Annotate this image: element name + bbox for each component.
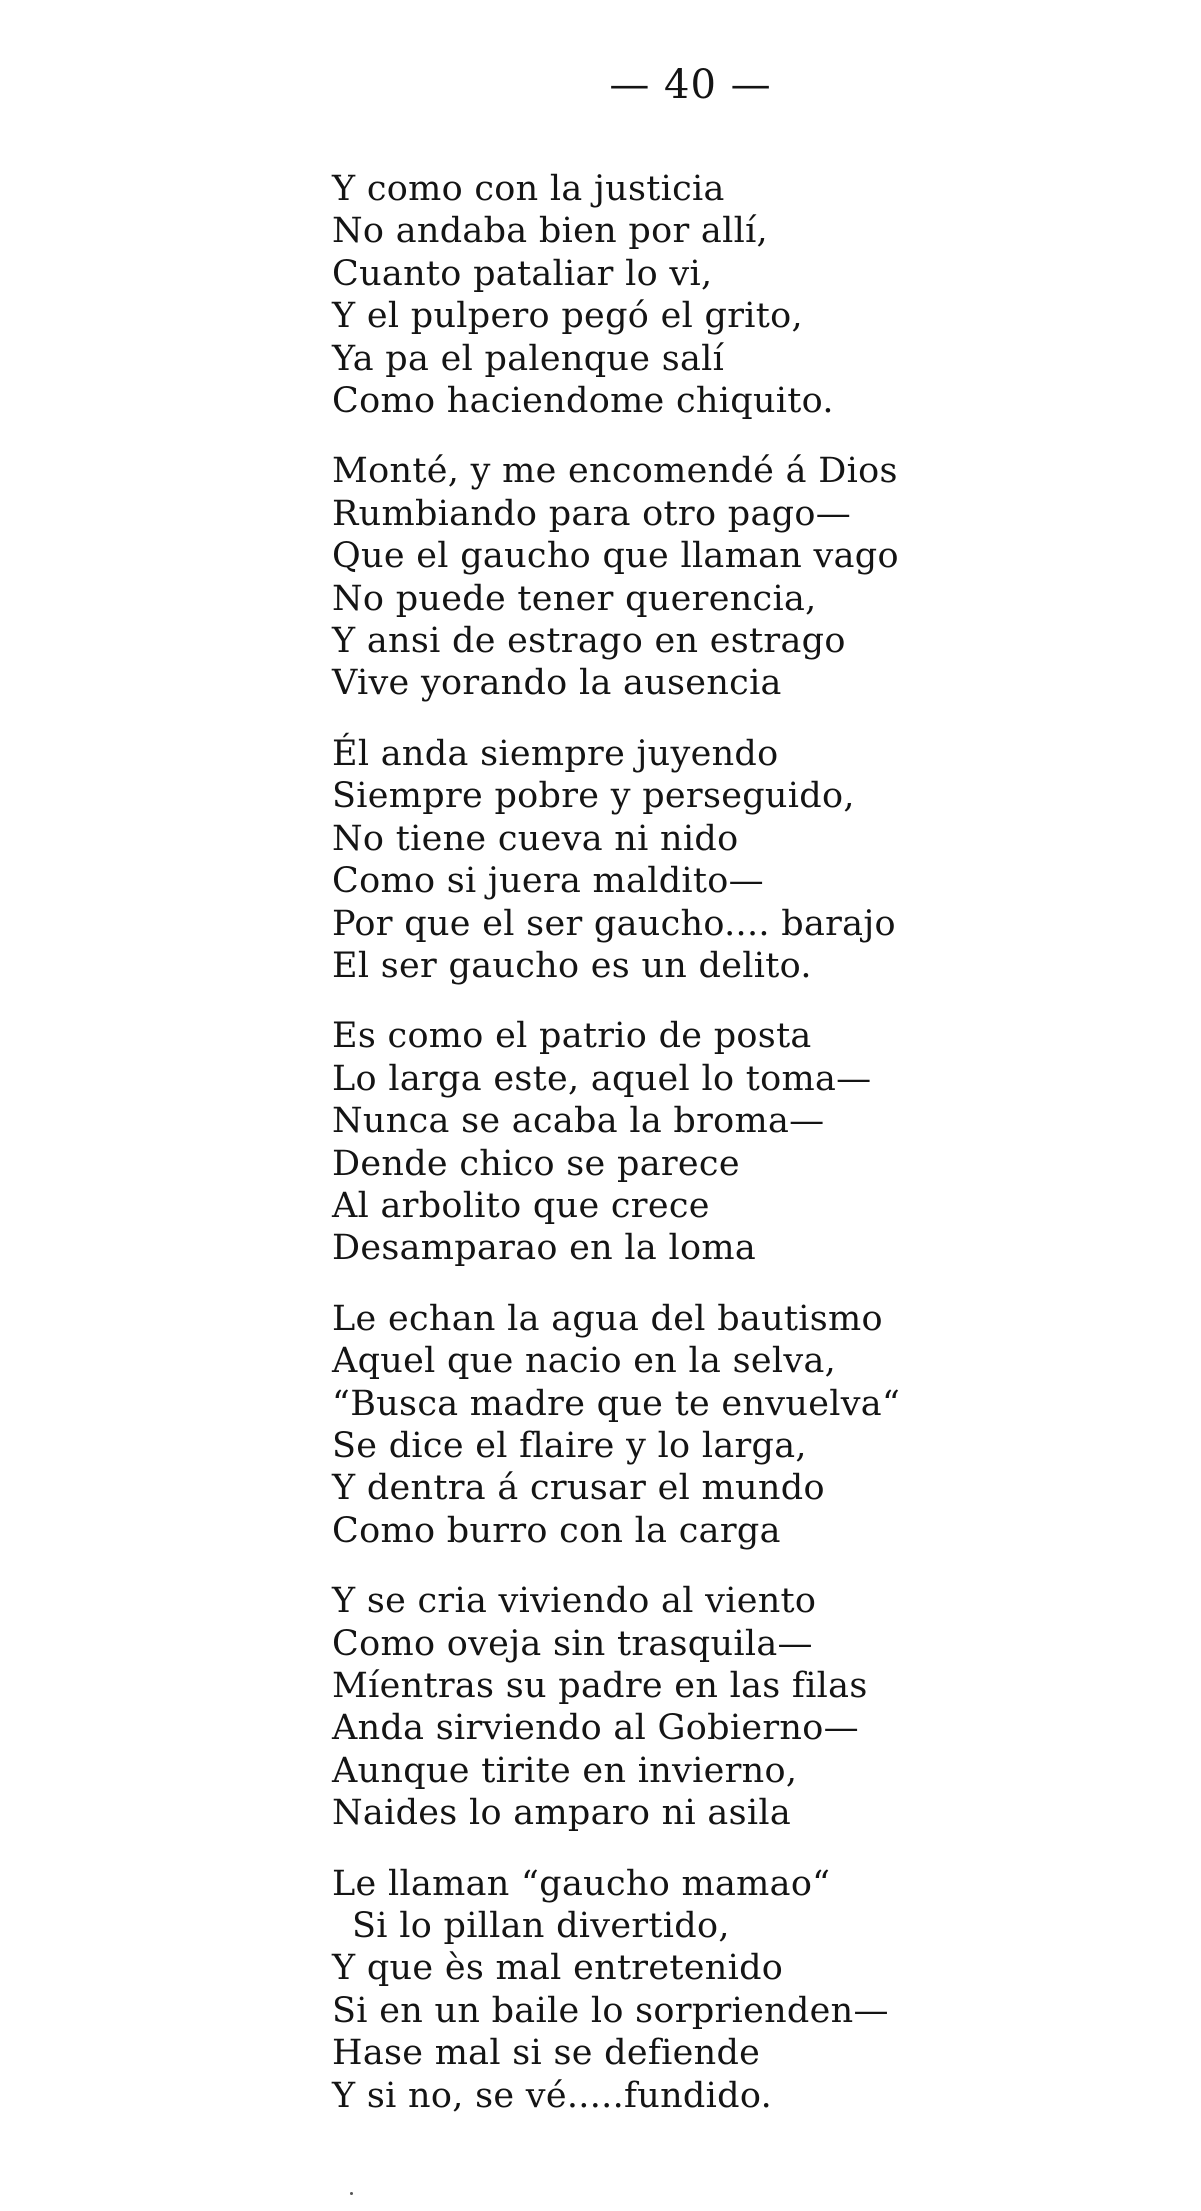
verse-line: Anda sirviendo al Gobierno—: [332, 1708, 859, 1749]
verse-line: Y como con la justicia: [332, 169, 725, 209]
verse-line: Cuanto pataliar lo vi,: [332, 253, 713, 294]
verse-line: Que el gaucho que llaman vago: [332, 536, 899, 577]
verse-line: No puede tener querencia,: [332, 578, 817, 619]
verse-line: Como haciendome chiquito.: [332, 381, 834, 422]
verse-line: Y el pulpero pegó el grito,: [332, 296, 803, 337]
verse-line: Y dentra á crusar el mundo: [332, 1468, 825, 1509]
stanza: [332, 1015, 1152, 1269]
verse-line: Y que ès mal entretenido: [332, 1948, 784, 1989]
ink-speck: [350, 2192, 353, 2195]
verse-line: Hase mal si se defiende: [332, 2033, 761, 2074]
verse-line: Aunque tirite en invierno,: [332, 1750, 798, 1791]
verse-line: Es como el patrio de posta: [332, 1016, 812, 1057]
stanza: [332, 1580, 1152, 1834]
verse-line: Él anda siempre juyendo: [332, 733, 779, 774]
verse-line: Rumbiando para otro pago—: [332, 493, 851, 534]
stanza: [332, 1298, 1152, 1552]
verse-line: Ya pa el palenque salí: [332, 338, 725, 379]
verse-line: Como si juera maldito—: [332, 861, 764, 902]
verse-line: Por que el ser gaucho.... barajo: [332, 903, 896, 944]
verse-line: Monté, y me encomendé á Dios: [332, 451, 898, 492]
verse-line: Le llaman “gaucho mamao“: [332, 1863, 831, 1904]
verse-line: Lo larga este, aquel lo toma—: [332, 1058, 872, 1099]
verse-line: Si lo pillan divertido,: [352, 1906, 730, 1947]
verse-line: Y ansi de estrago en estrago: [332, 621, 846, 662]
verse-line: Siempre pobre y perseguido,: [332, 776, 855, 817]
verse-line: Desamparao en la loma: [332, 1228, 757, 1269]
verse-line: Si en un baile lo sorprienden—: [332, 1990, 889, 2031]
poem: [332, 168, 1152, 2145]
verse-line: No andaba bien por allí,: [332, 211, 768, 252]
stanza: [332, 450, 1152, 704]
verse-line: Al arbolito que crece: [332, 1185, 710, 1226]
verse-line: Míentras su padre en las filas: [332, 1666, 868, 1706]
stanza: [332, 1863, 1152, 2117]
verse-line: Como oveja sin trasquila—: [332, 1623, 813, 1664]
verse-line: Nunca se acaba la broma—: [332, 1101, 825, 1142]
verse-line: Y se cria viviendo al viento: [332, 1581, 817, 1622]
verse-line: No tiene cueva ni nido: [332, 818, 739, 859]
verse-line: Como burro con la carga: [332, 1510, 781, 1551]
verse-line: Y si no, se vé.....fundido.: [332, 2075, 773, 2116]
verse-line: Dende chico se parece: [332, 1143, 740, 1184]
verse-line: Naides lo amparo ni asila: [332, 1793, 791, 1834]
verse-line: El ser gaucho es un delito.: [332, 945, 812, 986]
page-number: — 40 —: [609, 62, 772, 108]
verse-line: Se dice el flaire y lo larga,: [332, 1425, 807, 1466]
verse-line: Le echan la agua del bautismo: [332, 1298, 883, 1339]
stanza: [332, 733, 1152, 987]
stanza: [332, 168, 1152, 422]
verse-line: “Busca madre que te envuelva“: [332, 1383, 901, 1424]
verse-line: Vive yorando la ausencia: [332, 663, 782, 704]
verse-line: Aquel que nacio en la selva,: [332, 1341, 837, 1382]
